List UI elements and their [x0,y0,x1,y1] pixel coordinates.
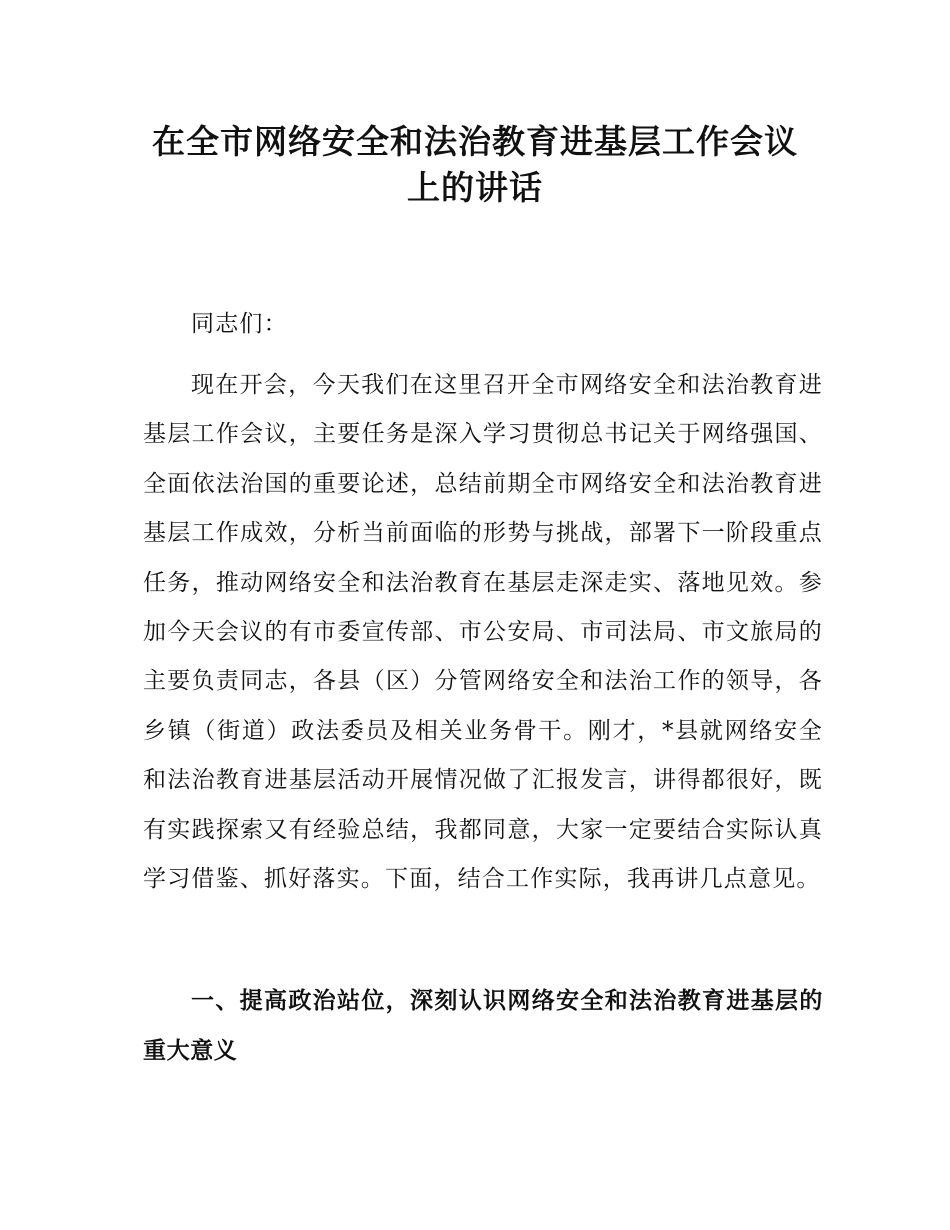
document-title-line-1: 在全市网络安全和法治教育进基层工作会议 [152,122,798,161]
greeting: 同志们： [191,311,288,337]
opening-paragraph: 现在开会，今天我们在这里召开全市网络安全和法治教育进基层工作会议，主要任务是深入学习贯彻总书记关于网络强国、全面依法治国的重要论述，总结前期全市网络安全和法治教育进基层工作成效，分析当前面临的形势与挑战，部署下一阶段重点任务，推动网络安全和法治教育在基层走深走实、落地见效。参加今天会议的有市委宣传部、市公安局、市司法局、市文旅局的主要负责同志，各县（区）分管网络安全和法治工作的领导，各乡镇（街道）政法委员及相关业务骨干。刚才，*县就网络安全和法治教育进基层活动开展情况做了汇报发言，讲得都很好，既有实践探索又有经验总结，我都同意，大家一定要结合实际认真学习借鉴、抓好落实。下面，结合工作实际，我再讲几点意见。 [143,372,823,893]
document-title-line-2: 上的讲话 [407,168,543,207]
section-heading-1: 一、提高政治站位，深刻认识网络安全和法治教育进基层的重大意义 [143,988,823,1064]
